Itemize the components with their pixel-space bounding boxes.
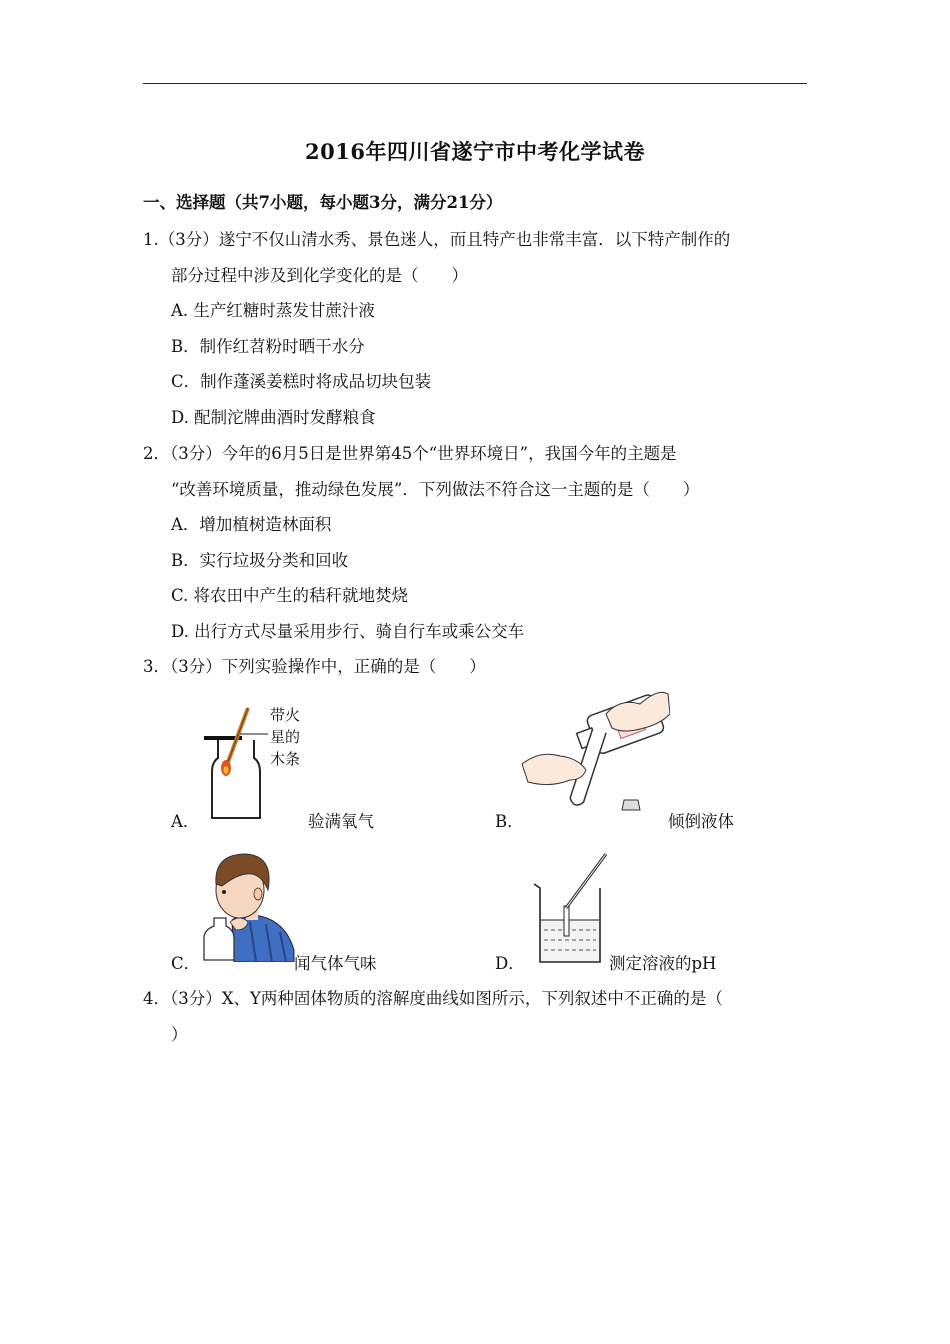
- smell-gas-figure: [200, 850, 300, 962]
- question-1-line-1: 1.（3分）遂宁不仅山清水秀、景色迷人，而且特产也非常丰富．以下特产制作的: [143, 230, 731, 249]
- figure-a-caption: 验满氧气: [308, 812, 374, 831]
- figure-d-letter: D．: [495, 954, 525, 973]
- question-2-line-1: 2．（3分）今年的6月5日是世界第45个“世界环境日”，我国今年的主题是: [143, 444, 677, 463]
- figure-a-label-2: 星的: [270, 728, 301, 746]
- figure-a-label-3: 木条: [270, 750, 301, 768]
- question-1-option-a: A. 生产红糖时蒸发甘蔗汁液: [171, 301, 375, 320]
- question-2-option-c: C. 将农田中产生的秸秆就地焚烧: [171, 586, 409, 605]
- page-title: 2016年四川省遂宁市中考化学试卷: [305, 139, 645, 164]
- header-rule: [143, 83, 807, 84]
- oxygen-test-figure: [200, 700, 320, 822]
- question-2-option-a: A．增加植树造林面积: [171, 515, 332, 534]
- question-1-option-d: D. 配制沱牌曲酒时发酵粮食: [171, 408, 376, 427]
- figure-a-label-1: 带火: [270, 706, 301, 724]
- figure-b-letter: B．: [495, 812, 524, 831]
- figure-c-letter: C．: [171, 954, 201, 973]
- figure-a-letter: A．: [171, 812, 200, 831]
- question-4-line-2: ）: [171, 1025, 188, 1044]
- question-2-line-2: “改善环境质量，推动绿色发展”．下列做法不符合这一主题的是（ ）: [171, 480, 700, 499]
- question-2-option-b: B．实行垃圾分类和回收: [171, 551, 349, 570]
- pour-liquid-figure: [520, 684, 670, 819]
- figure-b-caption: 倾倒液体: [668, 812, 734, 831]
- ph-test-figure: [530, 850, 610, 968]
- section-heading: 一、选择题（共7小题，每小题3分，满分21分）: [143, 193, 503, 212]
- question-4-line-1: 4．（3分）X、Y两种固体物质的溶解度曲线如图所示，下列叙述中不正确的是（: [143, 989, 723, 1008]
- figure-c-caption: 闻气体气味: [294, 954, 377, 973]
- question-1-option-b: B．制作红苕粉时晒干水分: [171, 337, 365, 356]
- question-2-option-d: D. 出行方式尽量采用步行、骑自行车或乘公交车: [171, 622, 525, 641]
- question-3-line-1: 3．（3分）下列实验操作中，正确的是（ ）: [143, 657, 486, 676]
- question-1-option-c: C．制作蓬溪姜糕时将成品切块包装: [171, 372, 432, 391]
- question-1-line-2: 部分过程中涉及到化学变化的是（ ）: [171, 266, 468, 285]
- figure-d-caption: 测定溶液的pH: [609, 954, 717, 973]
